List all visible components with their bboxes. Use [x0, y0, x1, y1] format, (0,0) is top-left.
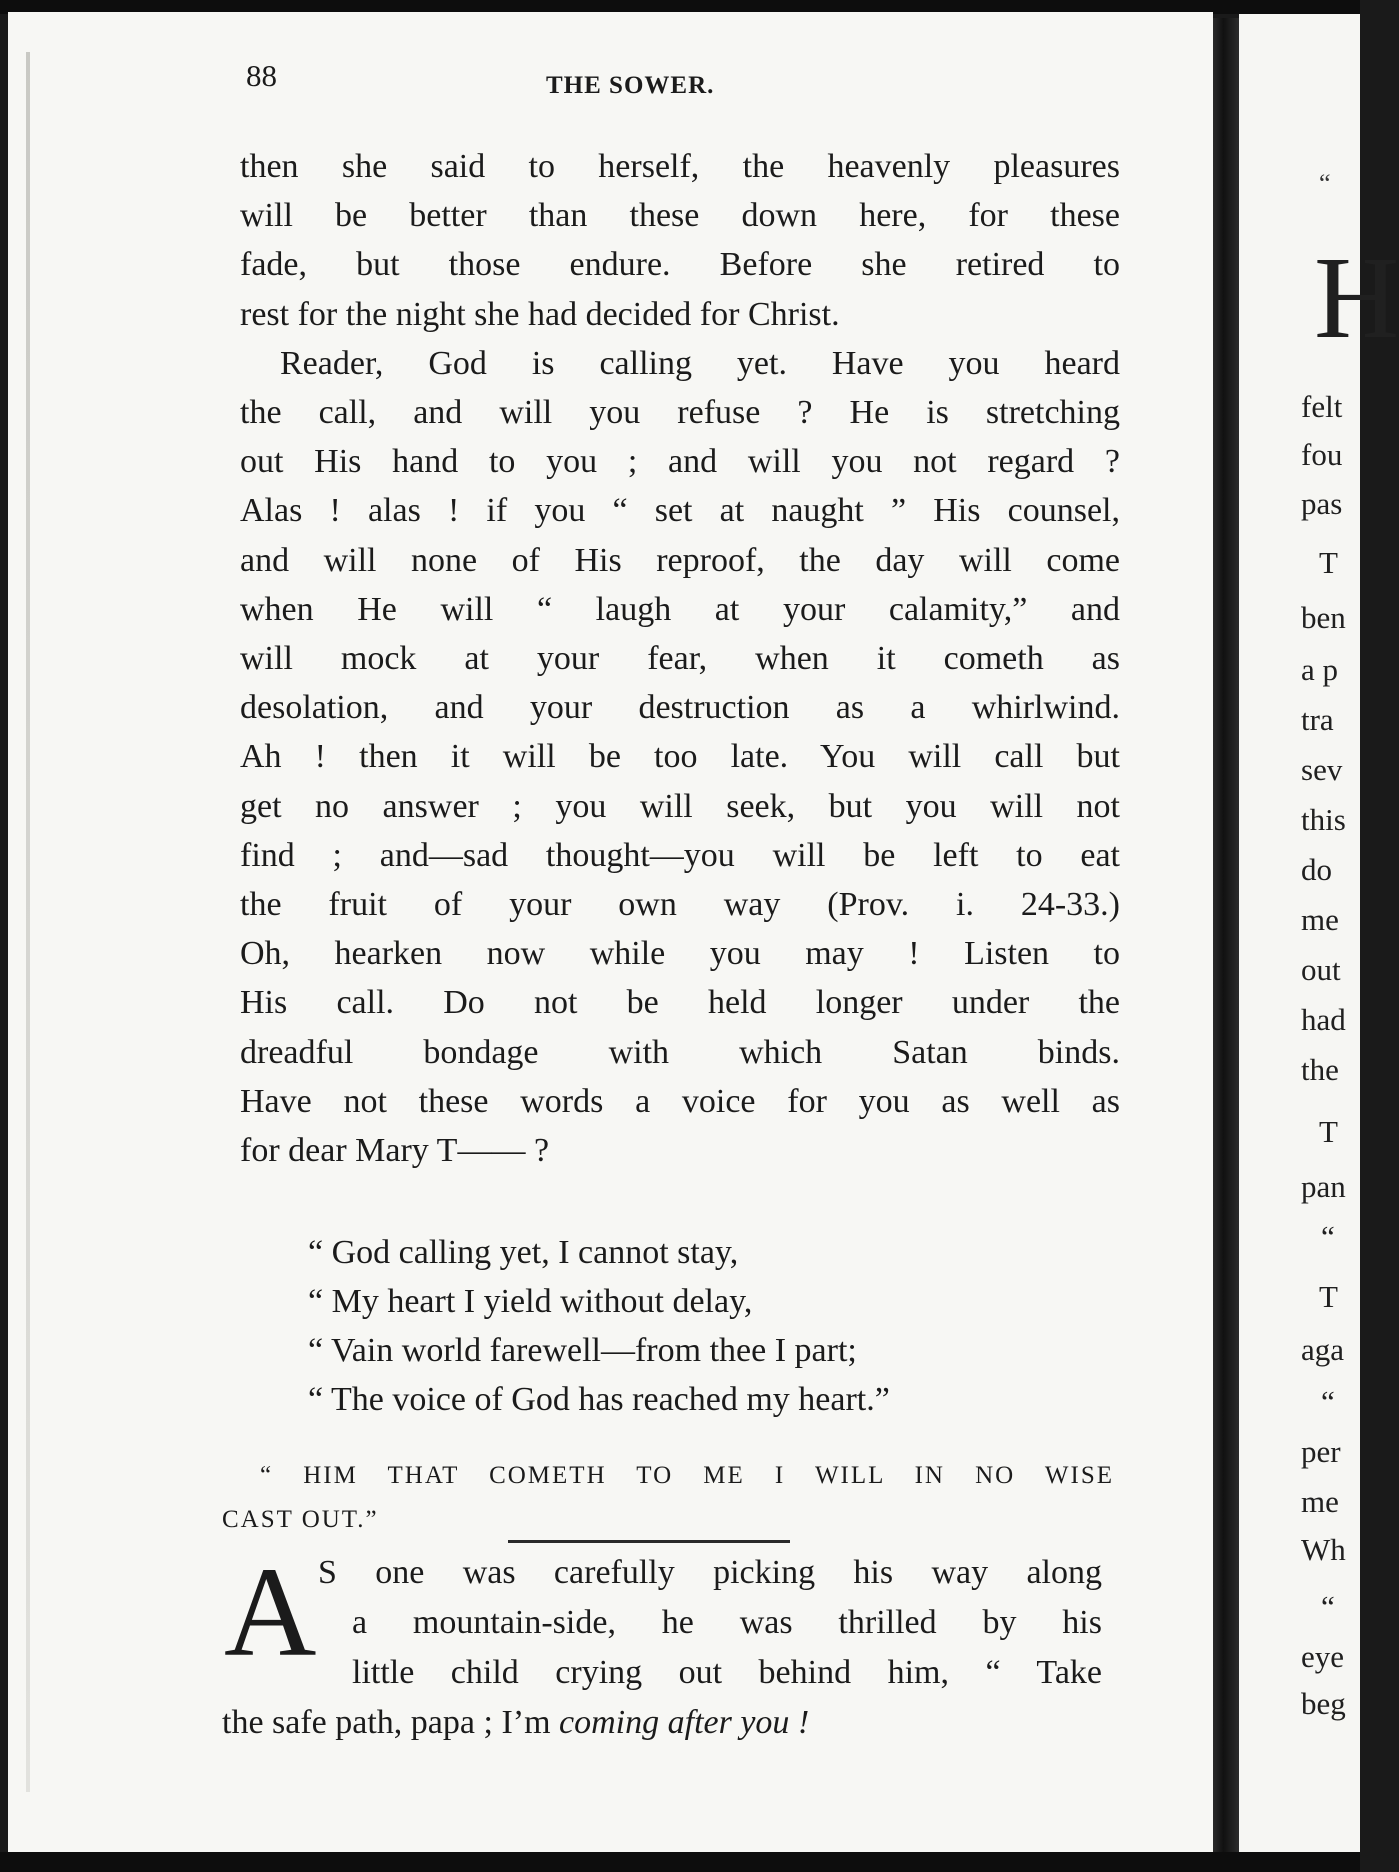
right-page-fragment: a p	[1301, 652, 1339, 687]
text-line: and will none of His reproof, the day will come	[240, 541, 1120, 579]
text-line: out His hand to you ; and will you not regard ?	[240, 443, 1120, 481]
right-page-fragment: aga	[1301, 1332, 1345, 1367]
right-page-fragment: beg	[1301, 1686, 1346, 1721]
right-page-fragment: per	[1301, 1434, 1341, 1469]
text-line: His call. Do not be held longer under the	[240, 984, 1120, 1022]
story-line-final	[222, 1698, 1102, 1748]
scan-border-bottom	[0, 1852, 1360, 1872]
scripture-line: CAST OUT.”	[222, 1506, 379, 1533]
right-page-fragment: tra	[1301, 702, 1334, 737]
text-line: the call, and will you refuse ? He is stretching	[240, 394, 1120, 432]
scripture-line: “ HIM THAT COMETH TO ME I WILL IN NO WISE	[260, 1462, 1114, 1489]
text-line: Have not these words a voice for you as well as	[240, 1082, 1120, 1120]
text-line: fade, but those endure. Before she retired to	[240, 246, 1120, 284]
verse-stanza	[308, 1228, 1108, 1424]
text-line: find ; and—sad thought—you will be left to eat	[240, 836, 1120, 874]
right-page-fragment: felt	[1301, 389, 1343, 424]
story-line: a mountain-side, he was thrilled by his	[352, 1604, 1102, 1641]
paragraph-conclusion	[240, 142, 1120, 339]
right-page	[1239, 14, 1399, 1856]
verse-line: “ God calling yet, I cannot stay,	[308, 1234, 739, 1271]
right-page-fragment: “	[1321, 1384, 1335, 1419]
verse-line: “ Vain world farewell—from thee I part;	[308, 1332, 857, 1369]
text-line: will mock at your fear, when it cometh as	[240, 640, 1120, 678]
right-page-fragment: sev	[1301, 752, 1343, 787]
running-title: THE SOWER.	[546, 72, 715, 99]
text-line: the fruit of your own way (Prov. i. 24-33.)	[240, 886, 1120, 924]
text-line: Alas ! alas ! if you “ set at naught ” His counsel,	[240, 492, 1120, 530]
right-page-quote-mark: “	[1319, 169, 1331, 198]
right-page-fragment: T	[1319, 545, 1338, 580]
right-page-fragment: T	[1319, 1114, 1338, 1149]
book-gutter	[1213, 18, 1239, 1856]
right-page-fragment: “	[1321, 1589, 1335, 1624]
text-line: get no answer ; you will seek, but you will not	[240, 787, 1120, 825]
right-page-fragment: pan	[1301, 1169, 1346, 1204]
story-line-emphasis: coming after you !	[559, 1704, 810, 1741]
drop-cap-letter: A	[224, 1541, 317, 1683]
verse-line: “ The voice of God has reached my heart.”	[308, 1381, 890, 1418]
right-page-drop-cap: H	[1314, 232, 1399, 363]
page-number: 88	[246, 58, 277, 93]
text-line: desolation, and your destruction as a whirlwind.	[240, 689, 1120, 727]
right-page-fragment: me	[1301, 902, 1339, 937]
paragraph-appeal	[240, 339, 1120, 1175]
text-line: Reader, God is calling yet. Have you heard	[280, 344, 1120, 382]
right-page-fragment: had	[1301, 1002, 1346, 1037]
right-page-fragment: out	[1301, 952, 1341, 987]
text-line: dreadful bondage with which Satan binds.	[240, 1033, 1120, 1071]
text-line: Oh, hearken now while you may ! Listen to	[240, 935, 1120, 973]
text-line: will be better than these down here, for these	[240, 197, 1120, 235]
text-line: then she said to herself, the heavenly pleasures	[240, 148, 1120, 185]
story-line: little child crying out behind him, “ Take	[352, 1654, 1102, 1691]
right-page-fragment: ben	[1301, 600, 1346, 635]
right-page-fragment: the	[1301, 1052, 1339, 1087]
right-page-fragment: fou	[1301, 437, 1343, 472]
text-line: when He will “ laugh at your calamity,” and	[240, 590, 1120, 628]
text-line: Ah ! then it will be too late. You will call but	[240, 738, 1120, 776]
right-page-fragment: Wh	[1301, 1532, 1346, 1567]
right-page-fragment: me	[1301, 1484, 1339, 1519]
story-line-text: the safe path, papa ; I’m	[222, 1704, 560, 1741]
right-page-fragment: “	[1321, 1219, 1335, 1254]
section-divider	[508, 1540, 790, 1543]
right-page-fragment: this	[1301, 802, 1346, 837]
text-line: for dear Mary T—— ?	[240, 1132, 550, 1170]
right-page-fragment: do	[1301, 852, 1332, 887]
right-page-fragment: eye	[1301, 1639, 1345, 1674]
story-line: S one was carefully picking his way along	[318, 1554, 1102, 1591]
main-text	[240, 142, 1120, 1175]
right-page-fragment: pas	[1301, 486, 1343, 521]
verse-line: “ My heart I yield without delay,	[308, 1283, 753, 1320]
right-page-fragment: T	[1319, 1279, 1338, 1314]
text-line: rest for the night she had decided for Christ.	[240, 295, 840, 333]
scripture-quote	[222, 1454, 1114, 1542]
